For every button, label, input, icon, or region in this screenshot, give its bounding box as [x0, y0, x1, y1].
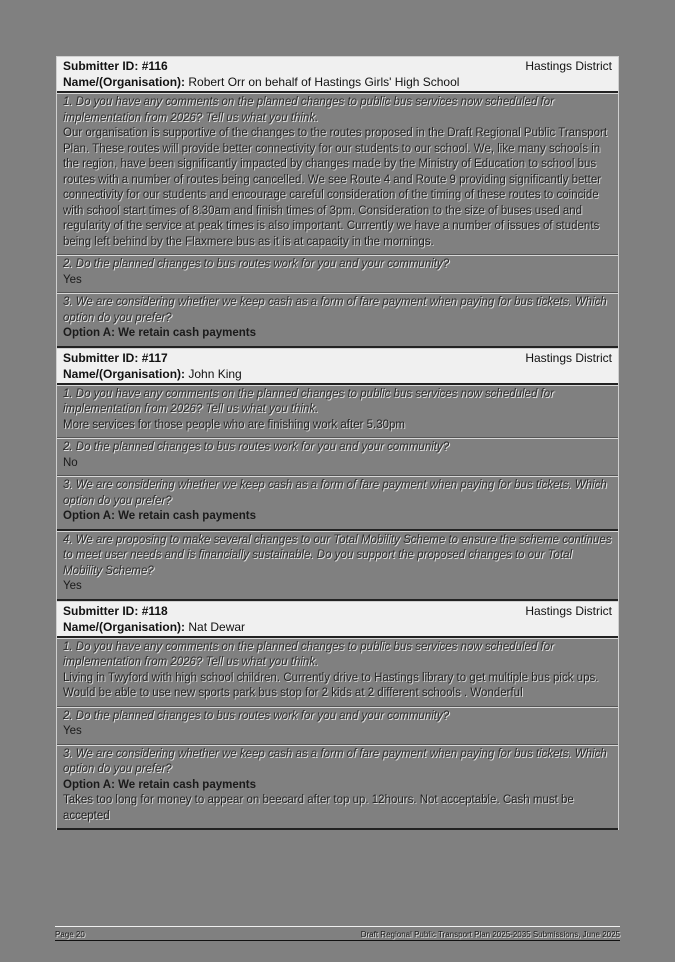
submission-header: [57, 56, 618, 93]
question-block-1: [57, 93, 618, 255]
question-block-1: [57, 638, 618, 707]
question-text: 3. We are considering whether we keep cash as a form of fare payment when paying for bus tickets. Which option do you prefer?: [63, 296, 607, 324]
district: Hastings District: [525, 59, 612, 73]
submission-header: [57, 601, 618, 638]
question-text: 2. Do the planned changes to bus routes work for you and your community?: [63, 709, 450, 722]
question-block-3: [57, 745, 618, 831]
answer-text: Yes: [63, 580, 82, 592]
name-value: John King: [188, 366, 242, 381]
answer-comment: Takes too long for money to appear on beecard after top up. 12hours. Not acceptable. Cash must be accepted: [63, 794, 574, 822]
submitter-name: [63, 74, 612, 90]
question-block-2: [57, 438, 618, 476]
district: Hastings District: [525, 350, 612, 365]
district: Hastings District: [525, 603, 612, 618]
answer-text: Option A: We retain cash payments: [63, 510, 256, 522]
submission-116: [56, 56, 619, 348]
answer-text: Yes: [63, 273, 82, 286]
question-text: 1. Do you have any comments on the planned changes to public bus services now scheduled for implementation from 2026? Tell us what you think.: [63, 96, 554, 124]
name-value: Nat Dewar: [188, 619, 246, 634]
answer-text: Our organisation is supportive of the changes to the routes proposed in the Draft Regional Public Transport Plan. These routes will provide better connectivity for our students to our school. We, like many schools in the region, have been significantly impacted by changes made by the Ministry of Education to school bus routes with a number of routes being cancelled. We see Route 4 and Route 9 providing significantly better connectivity for our students and encourage careful consideration of the timing of these routes to coincide with school start times of 8.30am and finish times of 3pm. Consideration to the size of buses used and regularity of the service at peak times is also important. Currently we have a number of issues of students being left behind by the Flaxmere bus as it is at capacity in the mornings.: [63, 127, 608, 248]
question-text: 4. We are proposing to make several changes to our Total Mobility Scheme to ensure the scheme continues to meet user needs and is financially sustainable. Do you support the proposed changes to our Total Mobility Scheme?: [63, 533, 612, 577]
question-text: 2. Do the planned changes to bus routes work for you and your community?: [63, 258, 450, 270]
name-value: Robert Orr on behalf of Hastings Girls' High School: [188, 75, 460, 89]
page-footer: [55, 926, 620, 940]
question-block-4: [57, 531, 618, 601]
submitter-name: [63, 366, 612, 382]
submitter-id-label: Submitter ID:: [63, 350, 139, 365]
submitter-id: [63, 350, 168, 366]
name-label: Name/(Organisation):: [63, 75, 186, 89]
submitter-id-value: #116: [141, 59, 168, 73]
submitter-id-label: Submitter ID:: [63, 59, 139, 73]
submitter-id: [63, 58, 168, 74]
question-block-3: [57, 293, 618, 348]
submission-118: [56, 601, 619, 831]
submission-header: [57, 348, 618, 385]
question-text: 3. We are considering whether we keep cash as a form of fare payment when paying for bus tickets. Which option do you prefer?: [63, 747, 607, 775]
answer-text: No: [63, 456, 78, 469]
submitter-id-label: Submitter ID:: [63, 603, 139, 618]
question-text: 1. Do you have any comments on the planned changes to public bus services now scheduled for implementation from 2026? Tell us what you think.: [63, 640, 554, 668]
question-text: 2. Do the planned changes to bus routes work for you and your community?: [63, 441, 450, 453]
question-block-1: [57, 385, 618, 439]
answer-text: Option A: We retain cash payments: [63, 327, 256, 339]
question-text: 1. Do you have any comments on the planned changes to public bus services now scheduled for implementation from 2026? Tell us what you think.: [63, 387, 554, 415]
question-block-2: [57, 255, 618, 293]
submitter-id-value: #117: [141, 350, 168, 365]
submission-117: [56, 348, 619, 601]
page-number: Page 20: [55, 930, 85, 939]
submitter-name: [63, 619, 612, 635]
question-block-3: [57, 476, 618, 531]
document-title: Draft Regional Public Transport Plan 2025-2035 Submissions, June 2025: [360, 930, 620, 939]
answer-text: Living in Twyford with high school children. Currently drive to Hastings library to get multiple bus pick ups. Would be able to use new sports park bus stop for 2 kids at 2 different schools . Wonderful: [63, 671, 599, 699]
name-label: Name/(Organisation):: [63, 619, 186, 634]
name-label: Name/(Organisation):: [63, 366, 186, 381]
question-text: 3. We are considering whether we keep cash as a form of fare payment when paying for bus tickets. Which option do you prefer?: [63, 479, 607, 507]
answer-text: Option A: We retain cash payments: [63, 778, 256, 791]
submitter-id-value: #118: [141, 603, 168, 618]
submissions-table: [56, 56, 619, 830]
submitter-id: [63, 603, 168, 619]
answer-text: More services for those people who are finishing work after 5.30pm: [63, 418, 405, 431]
answer-text: Yes: [63, 725, 82, 737]
question-block-2: [57, 707, 618, 745]
